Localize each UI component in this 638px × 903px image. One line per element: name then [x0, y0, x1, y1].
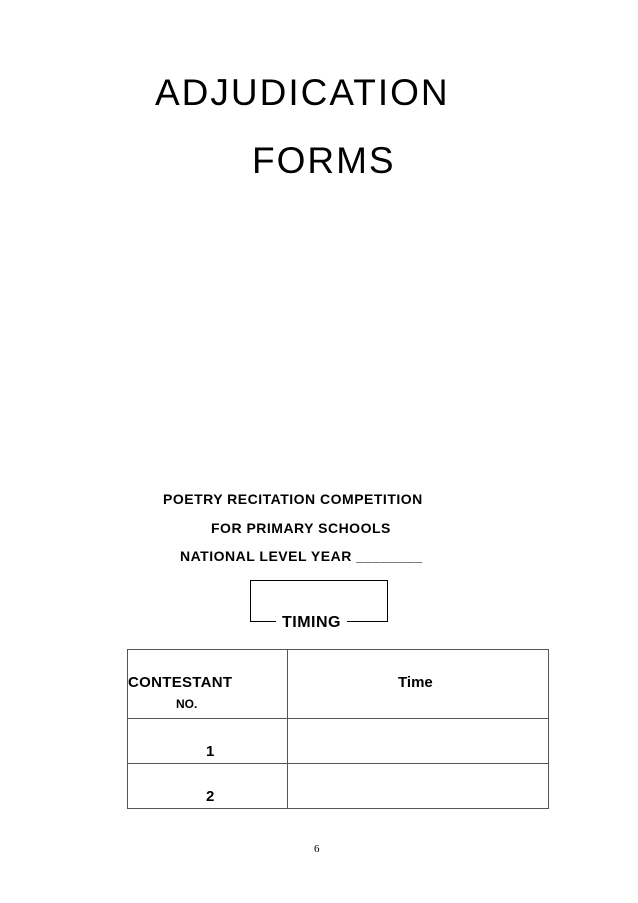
title-line-2: FORMS: [252, 140, 396, 181]
page-number: 6: [314, 843, 320, 855]
time-cell[interactable]: [288, 764, 549, 809]
competition-level-year: NATIONAL LEVEL YEAR ________: [180, 548, 423, 564]
header-cell-contestant: [128, 650, 288, 719]
time-cell[interactable]: [288, 719, 549, 764]
competition-name: POETRY RECITATION COMPETITION: [163, 491, 423, 507]
table-row: [128, 764, 549, 809]
section-label: TIMING: [276, 614, 347, 632]
header-cell-time: [288, 650, 549, 719]
contestant-number-cell: [128, 719, 288, 764]
table-header-row: [128, 650, 549, 719]
timing-table: [127, 649, 549, 809]
header-contestant: CONTESTANT: [128, 674, 233, 691]
competition-category: FOR PRIMARY SCHOOLS: [211, 520, 391, 536]
contestant-number-cell: [128, 764, 288, 809]
header-no: NO.: [176, 697, 198, 711]
contestant-number: 2: [206, 788, 215, 805]
title-line-1: ADJUDICATION: [155, 72, 450, 113]
contestant-number: 1: [206, 743, 215, 760]
header-time: Time: [398, 674, 433, 691]
table-row: [128, 719, 549, 764]
